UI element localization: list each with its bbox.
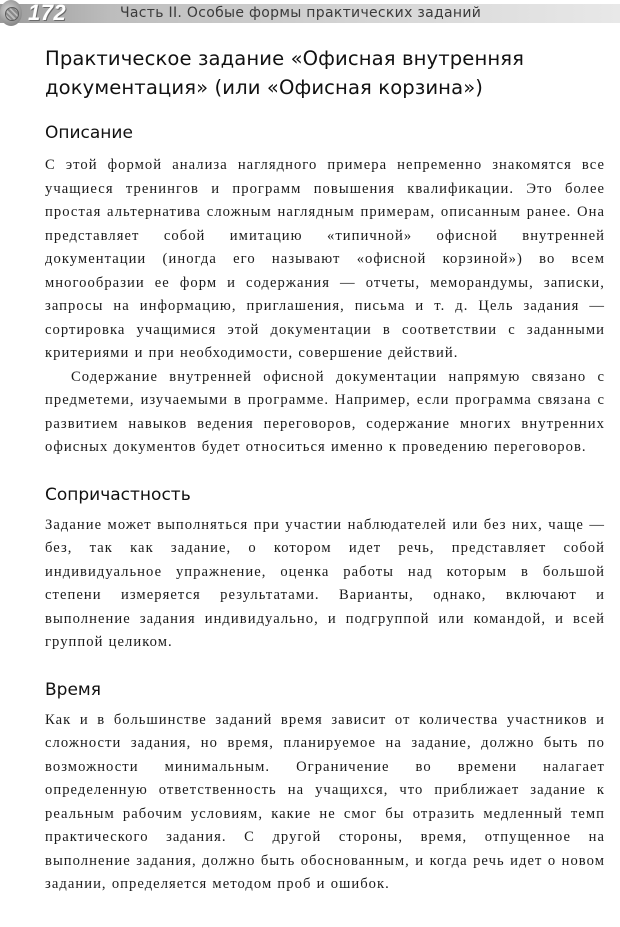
running-title: Часть II. Особые формы практических заданий <box>120 5 482 21</box>
page-number: 172 <box>28 0 67 25</box>
paragraph: Содержание внутренней офисной документации напрямую связано с предметеми, изучаемыми в программе. Например, если программа связана с развитием навыков ведения переговоров, содержание многих внутренних офисных документов будет относиться именно к проведению переговоров. <box>45 368 605 455</box>
article-title: Практическое задание «Офисная внутренняя документация» (или «Офисная корзина») <box>45 47 525 99</box>
article <box>45 44 605 897</box>
disc-icon <box>0 0 22 26</box>
section-heading-time: Время <box>45 679 101 700</box>
section-heading-description: Описание <box>45 123 133 143</box>
section-heading-participation: Сопричастность <box>45 484 191 505</box>
paragraph: С этой формой анализа наглядного примера непременно знакомятся все учащиеся тренингов и программ повышения квалификации. Это более простая альтернатива сложным наглядным примерам, описанным ранее. Она представляет собой имитацию «типичной» офисной внутренней документации (иногда его называют «офисной корзиной») во всем многообразии ее форм и содержания — отчеты, меморандумы, записки, запросы на информацию, приглашения, письма и т. д. Цель задания — сортировка учащимися этой документации в соответствии с заданными критериями и при необходимости, совершение действий. <box>45 157 605 361</box>
section-body-description <box>45 154 605 460</box>
paragraph: Задание может выполняться при участии наблюдателей или без них, чаще — без, так как задание, о котором идет речь, представляет собой индивидуальное упражнение, оценка работы над которым в большой степени измеряется результатами. Варианты, однако, включают и выполнение задания индивидуально, и подгруппой или командой, и всей группой целиком. <box>45 516 605 650</box>
running-header <box>0 0 620 28</box>
paragraph: Как и в большинстве заданий время зависит от количества участников и сложности задания, но время, планируемое на задание, должно быть по возможности минимальным. Ограничение во времени налагает определенную ответственность на учащихся, что приближает задание к реальным рабочим условиям, какие не смог бы отразить медленный темп практического задания. С другой стороны, время, отпущенное на выполнение задания, должно быть обоснованным, и когда речь идет о новом задании, определяется методом проб и ошибок. <box>45 711 605 892</box>
section-body-time <box>45 709 605 897</box>
section-body-participation <box>45 514 605 655</box>
